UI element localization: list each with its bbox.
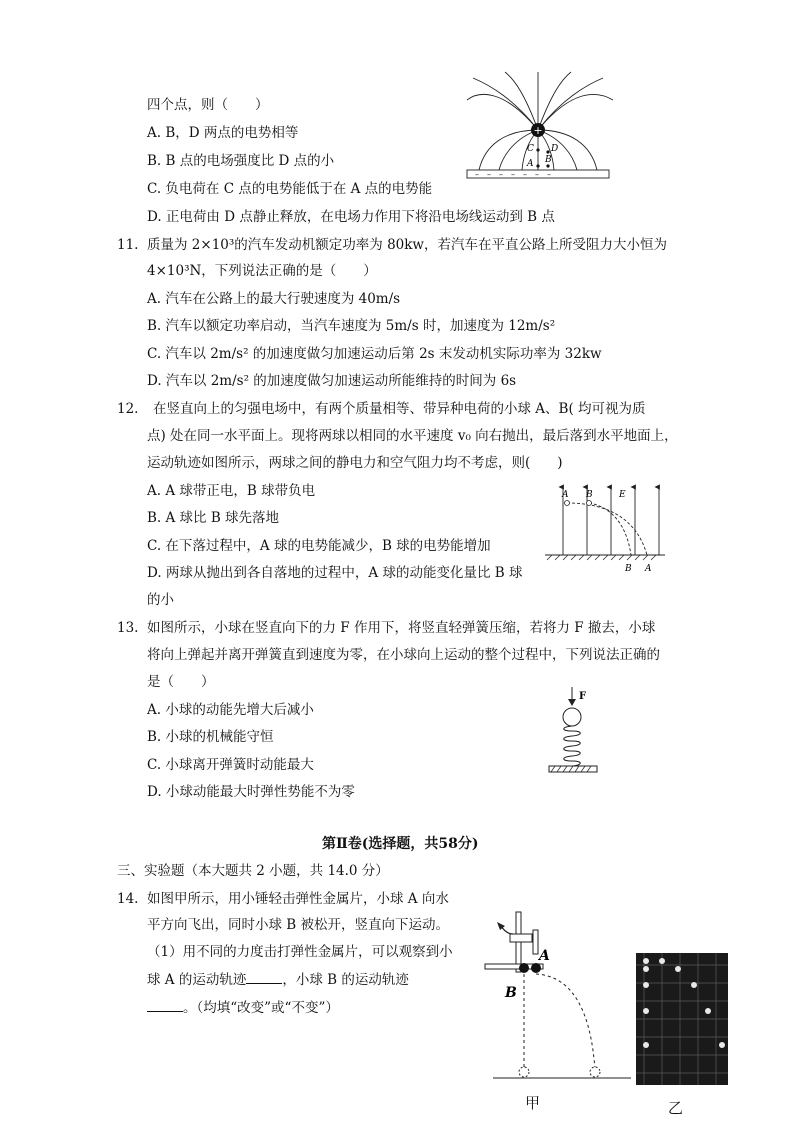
svg-text:– – – – – – –: – – – – – – – — [475, 170, 551, 179]
q11-option-a: A. 汽车在公路上的最大行驶速度为 40m/s — [147, 291, 401, 307]
q14-photo-figure — [636, 953, 728, 1085]
svg-text:B: B — [586, 490, 593, 500]
q14-stem-line-3: （1）用不同的力度击打弹性金属片，可以观察到小 — [147, 944, 453, 960]
q10-option-a: A. B，D 两点的电势相等 — [147, 125, 299, 141]
q10-option-c: C. 负电荷在 C 点的电势能低于在 A 点的电势能 — [147, 181, 433, 197]
svg-text:B: B — [505, 985, 517, 1001]
q13-stem-line-3: 是（ ） — [147, 674, 215, 690]
q14-figure-label-jia: 甲 — [525, 1094, 541, 1112]
q10-stem-tail: 四个点，则（ ） — [147, 97, 269, 113]
q14-apparatus-figure — [483, 912, 633, 1084]
q14-blank-a[interactable] — [246, 970, 282, 984]
q12-stem-line-3: 运动轨迹如图所示，两球之间的静电力和空气阻力均不考虑，则( ) — [147, 455, 563, 471]
q13-stem-line-2: 将向上弹起并离开弹簧直到速度为零，在小球向上运动的整个过程中，下列说法正确的 — [147, 647, 660, 663]
svg-text:A: A — [562, 490, 569, 500]
q11-stem-line-2: 4×10³N，下列说法正确的是（ ） — [147, 263, 377, 279]
q10-option-d: D. 正电荷由 D 点静止释放，在电场力作用下将沿电场线运动到 B 点 — [147, 209, 555, 225]
q12-option-d-cont: 的小 — [147, 592, 174, 608]
q14-stem-line-2: 平方向飞出，同时小球 B 被松开，竖直向下运动。 — [147, 917, 450, 933]
q12-option-a: A. A 球带正电，B 球带负电 — [147, 483, 316, 499]
q14-line5-text: 。（均填“改变”或“不变”） — [183, 1000, 339, 1016]
section3-heading: 三、实验题（本大题共 2 小题，共 14.0 分） — [117, 863, 389, 879]
svg-text:F: F — [579, 691, 587, 702]
svg-text:B: B — [545, 155, 552, 165]
svg-text:C: C — [527, 144, 534, 154]
q11-stem-line-1: 质量为 2×10³的汽车发动机额定功率为 80kw，若汽车在平直公路上所受阻力大小恒为 — [147, 237, 667, 253]
q12-option-c: C. 在下落过程中，A 球的电势能减少，B 球的电势能增加 — [147, 538, 491, 554]
q12-number: 12. — [117, 401, 139, 417]
svg-text:A: A — [539, 948, 550, 964]
q14-line4-part-a: 球 A 的运动轨迹 — [147, 972, 247, 988]
svg-text:D: D — [551, 144, 559, 154]
q14-blank-b[interactable] — [147, 998, 183, 1012]
q10-field-figure — [465, 70, 615, 182]
q12-stem-line-1: 在竖直向上的匀强电场中，有两个质量相等、带异种电荷的小球 A、B( 均可视为质 — [153, 401, 646, 417]
q14-line4-part-b: ，小球 B 的运动轨迹 — [282, 972, 409, 988]
q12-stem-line-2: 点) 处在同一水平面上。现将两球以相同的水平速度 v₀ 向右抛出，最后落到水平地面上， — [147, 428, 678, 444]
q11-number: 11. — [117, 237, 139, 253]
q11-option-c: C. 汽车以 2m/s² 的加速度做匀加速运动后第 2s 末发动机实际功率为 32kw — [147, 346, 602, 362]
part2-title: 第Ⅱ卷(选择题，共58分) — [322, 836, 479, 852]
q11-option-d: D. 汽车以 2m/s² 的加速度做匀加速运动所能维持的时间为 6s — [147, 373, 517, 389]
svg-text:B: B — [625, 564, 632, 574]
q12-option-b: B. A 球比 B 球先落地 — [147, 510, 280, 526]
svg-text:+: + — [533, 124, 543, 137]
q14-stem-line-4 — [147, 970, 409, 989]
svg-text:A: A — [527, 159, 534, 169]
q13-option-c: C. 小球离开弹簧时动能最大 — [147, 757, 314, 773]
q13-option-d: D. 小球动能最大时弹性势能不为零 — [147, 784, 355, 800]
q14-stem-line-1: 如图甲所示，用小锤轻击弹性金属片，小球 A 向水 — [147, 891, 449, 907]
q10-option-b: B. B 点的电场强度比 D 点的小 — [147, 153, 335, 169]
q12-trajectory-figure — [543, 483, 668, 575]
svg-text:A: A — [645, 564, 652, 574]
q13-number: 13. — [117, 620, 139, 636]
q12-option-d: D. 两球从抛出到各自落地的过程中，A 球的动能变化量比 B 球 — [147, 565, 523, 581]
q13-spring-figure — [545, 687, 615, 779]
q14-stem-line-5 — [147, 998, 339, 1017]
q14-figure-label-yi: 乙 — [668, 1099, 684, 1117]
q13-stem-line-1: 如图所示，小球在竖直向下的力 F 作用下，将竖直轻弹簧压缩，若将力 F 撤去，小球 — [147, 620, 656, 636]
q14-number: 14. — [117, 891, 139, 907]
q13-option-b: B. 小球的机械能守恒 — [147, 729, 274, 745]
q13-option-a: A. 小球的动能先增大后减小 — [147, 702, 314, 718]
svg-text:E: E — [619, 490, 626, 500]
q11-option-b: B. 汽车以额定功率启动，当汽车速度为 5m/s 时，加速度为 12m/s² — [147, 318, 556, 334]
